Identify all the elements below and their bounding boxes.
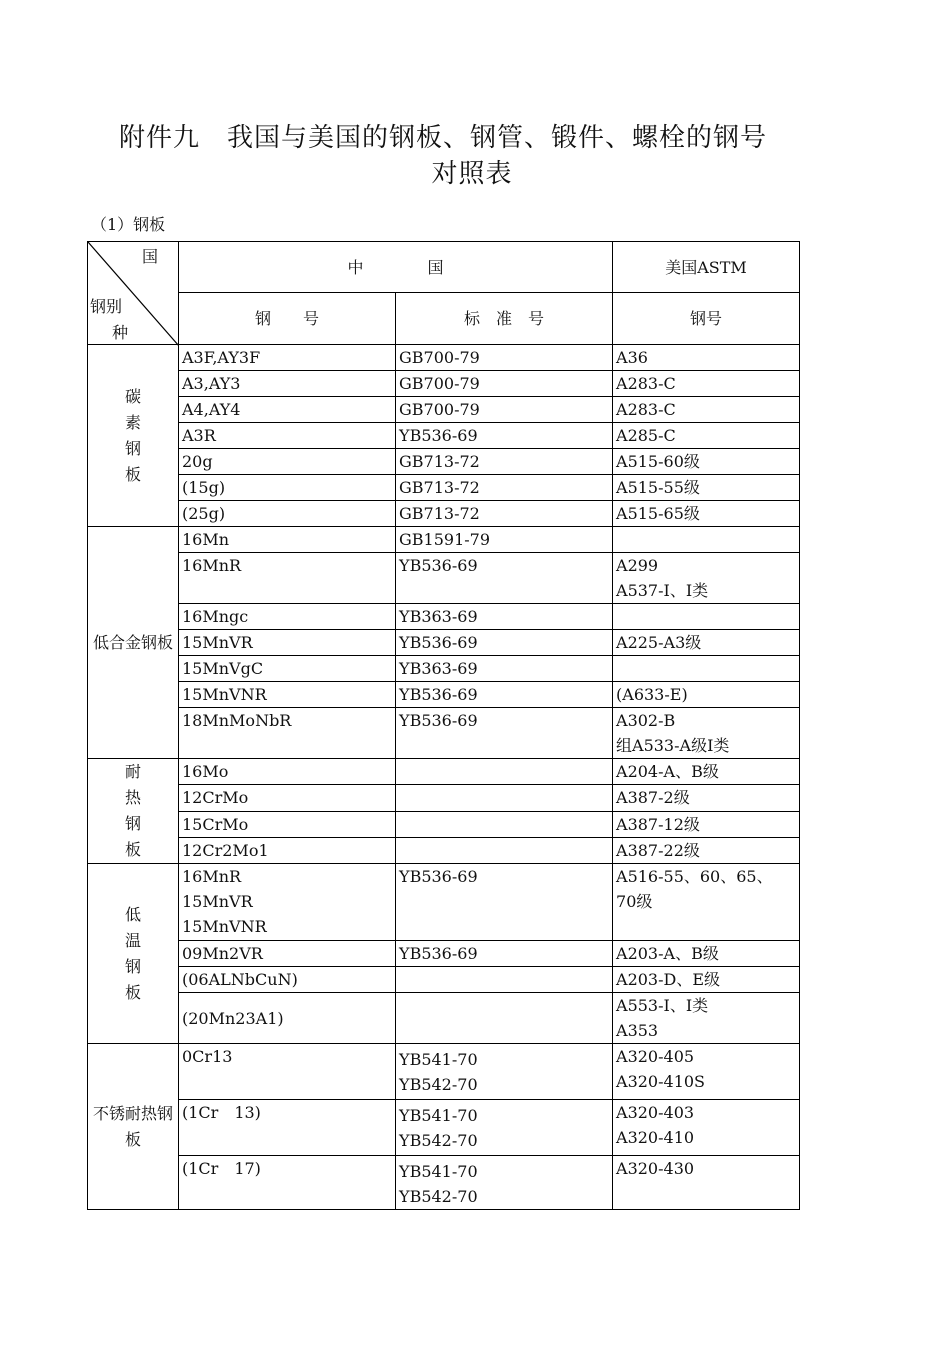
cell-us-grade: A387-2级 <box>613 785 800 811</box>
cell-cn-standard <box>396 967 613 993</box>
table-row <box>88 345 800 371</box>
table-row <box>88 630 800 656</box>
cell-cn-grade: 16MnR <box>179 553 396 604</box>
diagonal-header-cell <box>88 242 179 345</box>
cell-cn-grade: 12CrMo <box>179 785 396 811</box>
category-label: 不锈耐热钢板 <box>93 1103 174 1149</box>
cell-cn-grade: 16Mn <box>179 527 396 553</box>
cell-cn-standard: YB536-69 <box>396 423 613 449</box>
table-row <box>88 1100 800 1156</box>
table-row <box>88 1044 800 1100</box>
cell-cn-grade: 09Mn2VR <box>179 941 396 967</box>
document-title-line2: 对照表 <box>431 159 513 189</box>
cell-us-grade: A387-12级 <box>613 811 800 837</box>
cell-cn-standard: GB713-72 <box>396 449 613 475</box>
table-row <box>88 993 800 1044</box>
table-row <box>88 864 800 941</box>
table-row <box>88 371 800 397</box>
cell-cn-grade: 12Cr2Mo1 <box>179 837 396 863</box>
cell-cn-grade: A3,AY3 <box>179 371 396 397</box>
cell-cn-grade: (15g) <box>179 475 396 501</box>
header-us-grade: 钢号 <box>613 293 800 345</box>
cell-cn-standard: GB700-79 <box>396 397 613 423</box>
cell-cn-standard <box>396 785 613 811</box>
cell-cn-standard: YB536-69 <box>396 864 613 941</box>
cell-us-grade: A320-405 A320-410S <box>613 1044 800 1100</box>
cell-us-grade: A204-A、B级 <box>613 759 800 785</box>
cell-cn-grade: 15CrMo <box>179 811 396 837</box>
table-row <box>88 785 800 811</box>
cell-cn-grade: (25g) <box>179 501 396 527</box>
table-row <box>88 475 800 501</box>
cell-cn-grade: (20Mn23A1) <box>179 993 396 1044</box>
cell-us-grade: A320-403 A320-410 <box>613 1100 800 1156</box>
cell-us-grade: (A633-E) <box>613 682 800 708</box>
cell-cn-grade: 0Cr13 <box>179 1044 396 1100</box>
header-china: 中 国 <box>179 242 613 293</box>
cell-cn-grade: 15MnVNR <box>179 682 396 708</box>
table-row <box>88 708 800 759</box>
header-standard: 标 准 号 <box>396 293 613 345</box>
header-kind: 种 <box>112 323 129 342</box>
cell-cn-standard: GB700-79 <box>396 345 613 371</box>
cell-us-grade: A516-55、60、65、 70级 <box>613 864 800 941</box>
cell-us-grade: A387-22级 <box>613 837 800 863</box>
table-row <box>88 604 800 630</box>
cell-us-grade: A283-C <box>613 371 800 397</box>
cell-cn-grade: (1Cr 17) <box>179 1156 396 1210</box>
cell-us-grade: A203-D、E级 <box>613 967 800 993</box>
header-country: 国 <box>142 247 159 266</box>
cell-cn-standard <box>396 759 613 785</box>
cell-us-grade: A285-C <box>613 423 800 449</box>
table-row <box>88 1156 800 1210</box>
header-steel: 钢别 <box>90 297 123 316</box>
cell-cn-standard: YB541-70 YB542-70 <box>396 1100 613 1156</box>
category-cell <box>88 864 179 1044</box>
cell-cn-grade: (1Cr 13) <box>179 1100 396 1156</box>
cell-cn-grade: 18MnMoNbR <box>179 708 396 759</box>
cell-us-grade: A553-Ⅰ、Ⅰ类 A353 <box>613 993 800 1044</box>
cell-cn-grade: 15MnVgC <box>179 656 396 682</box>
cell-us-grade: A515-55级 <box>613 475 800 501</box>
category-cell <box>88 345 179 527</box>
category-cell <box>88 1044 179 1210</box>
cell-cn-grade: 16Mo <box>179 759 396 785</box>
header-grade: 钢 号 <box>179 293 396 345</box>
category-label: 碳素钢板 <box>124 386 141 484</box>
table-row <box>88 811 800 837</box>
table-row <box>88 527 800 553</box>
cell-cn-grade: A3R <box>179 423 396 449</box>
cell-us-grade: A320-430 <box>613 1156 800 1210</box>
category-cell <box>88 759 179 864</box>
cell-cn-standard: YB536-69 <box>396 682 613 708</box>
table-row <box>88 449 800 475</box>
cell-cn-standard: GB1591-79 <box>396 527 613 553</box>
cell-cn-grade: 15MnVR <box>179 630 396 656</box>
cell-us-grade: A515-65级 <box>613 501 800 527</box>
cell-us-grade: A299 A537-Ⅰ、Ⅰ类 <box>613 553 800 604</box>
table-row <box>88 553 800 604</box>
cell-us-grade <box>613 527 800 553</box>
cell-cn-standard: GB713-72 <box>396 501 613 527</box>
cell-cn-standard: GB700-79 <box>396 371 613 397</box>
cell-us-grade: A515-60级 <box>613 449 800 475</box>
cell-us-grade: A283-C <box>613 397 800 423</box>
cell-us-grade: A225-A3级 <box>613 630 800 656</box>
cell-cn-standard: YB363-69 <box>396 604 613 630</box>
cell-cn-grade: 16Mngc <box>179 604 396 630</box>
cell-cn-standard <box>396 811 613 837</box>
cell-cn-grade: (06ALNbCuN) <box>179 967 396 993</box>
cell-cn-standard <box>396 837 613 863</box>
section-heading: （1）钢板 <box>91 215 166 234</box>
table-row <box>88 682 800 708</box>
cell-cn-standard: YB536-69 <box>396 630 613 656</box>
table-body <box>88 345 800 1210</box>
table-row <box>88 397 800 423</box>
cell-cn-standard: YB536-69 <box>396 553 613 604</box>
cell-cn-standard: YB541-70 YB542-70 <box>396 1044 613 1100</box>
steel-plate-comparison-table <box>87 241 800 1210</box>
cell-cn-grade: 20g <box>179 449 396 475</box>
header-usa: 美国ASTM <box>613 242 800 293</box>
category-cell <box>88 527 179 759</box>
table-row <box>88 501 800 527</box>
table-row <box>88 941 800 967</box>
category-label: 耐热钢板 <box>124 762 141 859</box>
category-label: 低温钢板 <box>124 904 141 1002</box>
document-title: 附件九 我国与美国的钢板、钢管、锻件、螺栓的钢号 <box>118 123 767 153</box>
cell-cn-standard: YB541-70 YB542-70 <box>396 1156 613 1210</box>
cell-cn-grade: 16MnR 15MnVR 15MnVNR <box>179 864 396 941</box>
table-row <box>88 837 800 863</box>
table-row <box>88 423 800 449</box>
cell-cn-standard: GB713-72 <box>396 475 613 501</box>
table-row <box>88 967 800 993</box>
category-label: 低合金钢板 <box>93 632 174 652</box>
cell-cn-standard: YB536-69 <box>396 708 613 759</box>
cell-cn-grade: A4,AY4 <box>179 397 396 423</box>
cell-us-grade <box>613 656 800 682</box>
table-row <box>88 759 800 785</box>
cell-us-grade: A302-B 组A533-A级Ⅰ类 <box>613 708 800 759</box>
cell-cn-standard: YB536-69 <box>396 941 613 967</box>
cell-cn-standard: YB363-69 <box>396 656 613 682</box>
cell-us-grade: A36 <box>613 345 800 371</box>
cell-cn-grade: A3F,AY3F <box>179 345 396 371</box>
cell-us-grade <box>613 604 800 630</box>
table-row <box>88 656 800 682</box>
cell-cn-standard <box>396 993 613 1044</box>
cell-us-grade: A203-A、B级 <box>613 941 800 967</box>
